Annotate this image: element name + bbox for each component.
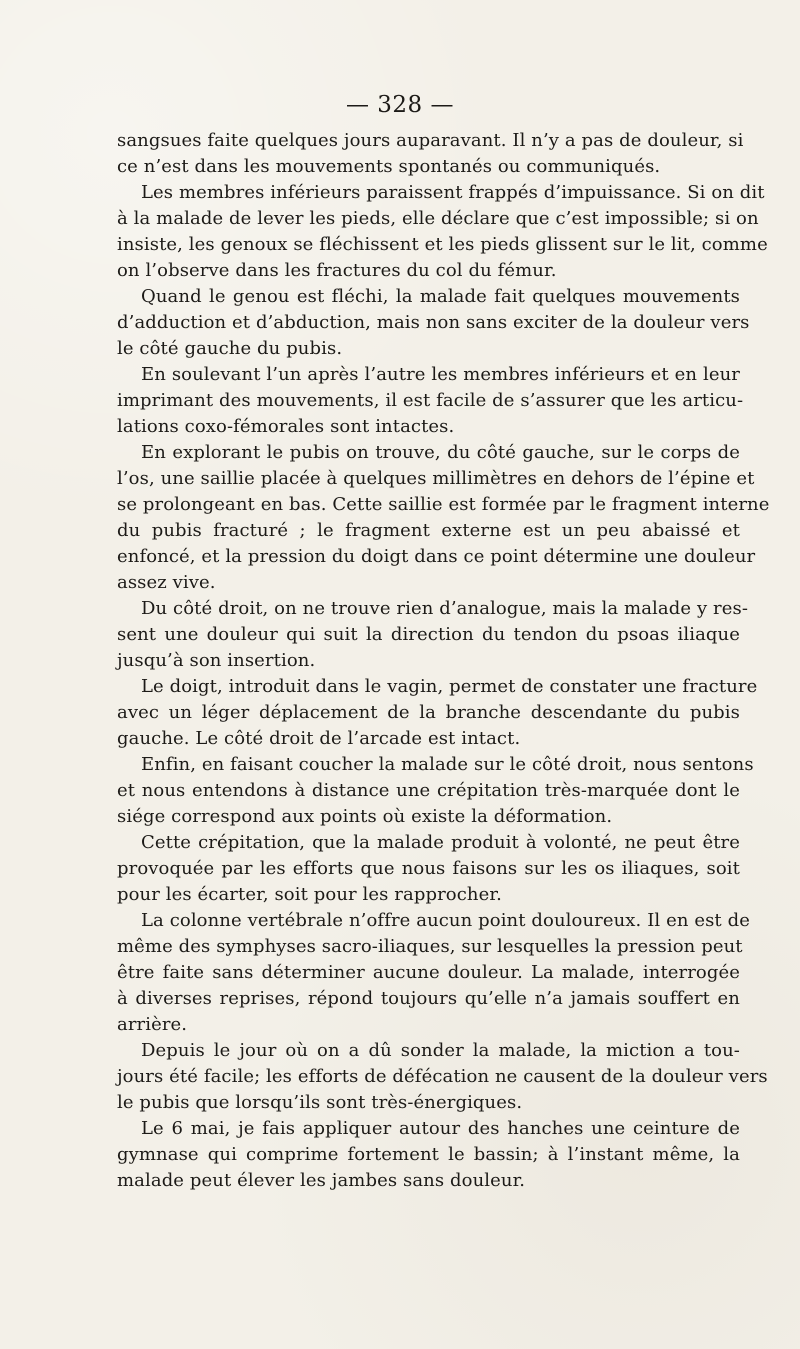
text-line: siége correspond aux points où existe la déformation. [117, 806, 613, 827]
paragraph [117, 128, 744, 180]
paragraph [117, 1038, 768, 1116]
text-line: avec un léger déplacement de la branche descendante du pubis [117, 702, 740, 723]
text-line: jusqu’à son insertion. [117, 650, 316, 671]
text-line: Quand le genou est fléchi, la malade fait quelques mouvements [141, 286, 740, 307]
text-line: être faite sans déterminer aucune douleur. La malade, interrogée [117, 962, 740, 983]
paragraph [117, 674, 758, 752]
text-line: pour les écarter, soit pour les rapprocher. [117, 884, 502, 905]
text-line: Cette crépitation, que la malade produit à volonté, ne peut être [141, 832, 740, 853]
text-line: imprimant des mouvements, il est facile de s’assurer que les articu- [117, 390, 744, 411]
text-line: gymnase qui comprime fortement le bassin; à l’instant même, la [117, 1144, 740, 1165]
text-line: ce n’est dans les mouvements spontanés ou communiqués. [117, 156, 661, 177]
text-line: se prolongeant en bas. Cette saillie est formée par le fragment interne [117, 494, 770, 515]
text-line: assez vive. [117, 572, 216, 593]
text-line: du pubis fracturé ; le fragment externe est un peu abaissé et [117, 520, 740, 541]
paragraph [117, 596, 749, 674]
text-line: enfoncé, et la pression du doigt dans ce point détermine une douleur [117, 546, 756, 567]
text-line: Le 6 mai, je fais appliquer autour des hanches une ceinture de [141, 1118, 740, 1139]
paragraph [117, 180, 768, 284]
paragraph [117, 440, 770, 596]
paragraph [117, 284, 750, 362]
text-line: Du côté droit, on ne trouve rien d’analogue, mais la malade y res- [141, 598, 749, 619]
text-line: Depuis le jour où on a dû sonder la malade, la miction a tou- [141, 1040, 740, 1061]
text-line: lations coxo-fémorales sont intactes. [117, 416, 455, 437]
text-line: sent une douleur qui suit la direction du tendon du psoas iliaque [117, 624, 740, 645]
paragraph [117, 752, 754, 830]
text-line: provoquée par les efforts que nous faisons sur les os iliaques, soit [117, 858, 740, 879]
text-line: à diverses reprises, répond toujours qu’elle n’a jamais souffert en [117, 988, 740, 1009]
text-line: Enfin, en faisant coucher la malade sur le côté droit, nous sentons [141, 754, 754, 775]
paragraph [117, 830, 740, 908]
text-line: En explorant le pubis on trouve, du côté gauche, sur le corps de [141, 442, 740, 463]
text-line: on l’observe dans les fractures du col du fémur. [117, 260, 557, 281]
text-line: jours été facile; les efforts de défécation ne causent de la douleur vers [117, 1066, 768, 1087]
body-text [117, 128, 770, 1194]
text-line: insiste, les genoux se fléchissent et les pieds glissent sur le lit, comme [117, 234, 768, 255]
text-line: même des symphyses sacro-iliaques, sur lesquelles la pression peut [117, 936, 743, 957]
text-line: à la malade de lever les pieds, elle déclare que c’est impossible; si on [117, 208, 759, 229]
text-line: malade peut élever les jambes sans douleur. [117, 1170, 526, 1191]
page-number: — 328 — [345, 92, 455, 118]
text-line: La colonne vertébrale n’offre aucun point douloureux. Il en est de [141, 910, 750, 931]
text-line: En soulevant l’un après l’autre les membres inférieurs et en leur [141, 364, 740, 385]
paragraph [117, 1116, 740, 1194]
paragraph [117, 362, 744, 440]
text-line: et nous entendons à distance une crépitation très-marquée dont le [117, 780, 740, 801]
text-line: le pubis que lorsqu’ils sont très-énergiques. [117, 1092, 523, 1113]
text-line: sangsues faite quelques jours auparavant. Il n’y a pas de douleur, si [117, 130, 744, 151]
text-line: arrière. [117, 1014, 188, 1035]
text-line: le côté gauche du pubis. [117, 338, 343, 359]
text-line: gauche. Le côté droit de l’arcade est intact. [117, 728, 521, 749]
text-line: Les membres inférieurs paraissent frappés d’impuissance. Si on dit [141, 182, 765, 203]
paragraph [117, 908, 750, 1038]
text-line: l’os, une saillie placée à quelques millimètres en dehors de l’épine et [117, 468, 755, 489]
text-line: d’adduction et d’abduction, mais non sans exciter de la douleur vers [117, 312, 750, 333]
text-line: Le doigt, introduit dans le vagin, permet de constater une fracture [141, 676, 758, 697]
